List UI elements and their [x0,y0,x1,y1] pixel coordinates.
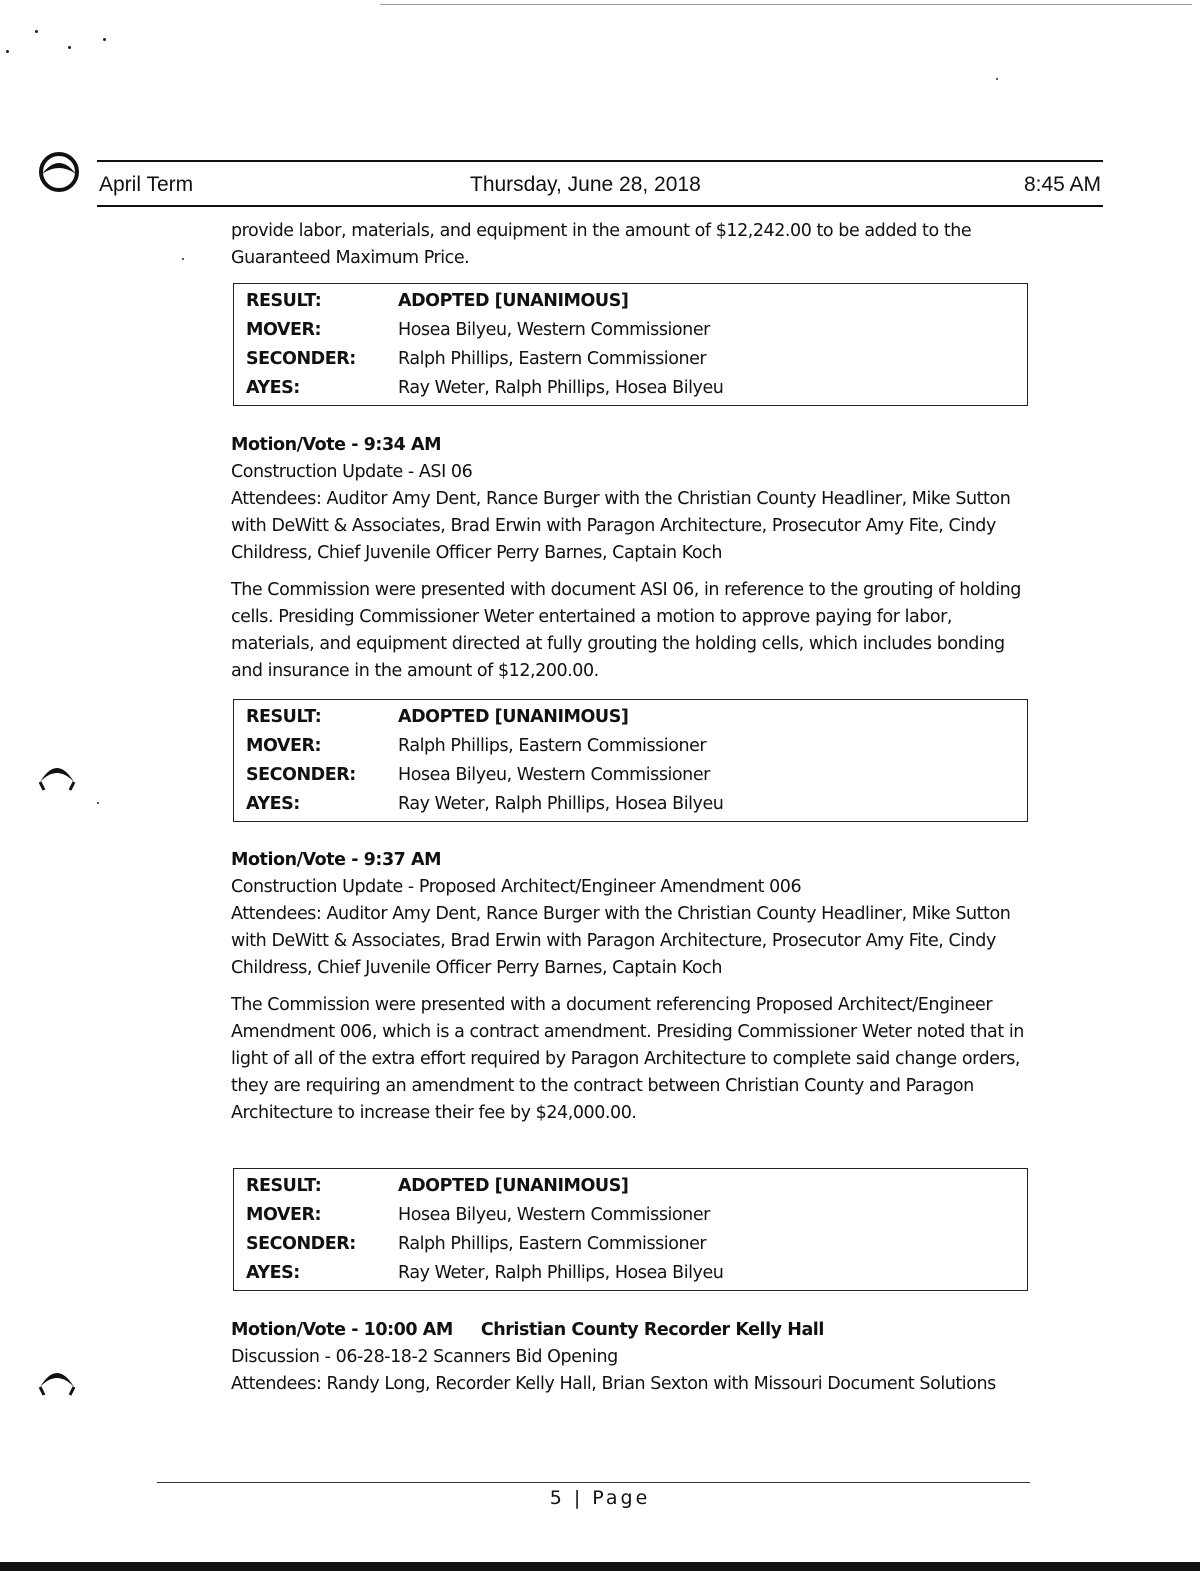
result-label: RESULT: [246,706,322,727]
motion-subject: Construction Update - Proposed Architect/Engineer Amendment 006 [231,877,802,897]
footer-rule [157,1482,1030,1483]
motion-title: Motion/Vote - 9:34 AM [231,435,442,455]
ayes-label: AYES: [246,377,300,398]
motion-title [231,1317,1031,1344]
header-bottom-rule [97,205,1103,207]
result-value: ADOPTED [UNANIMOUS] [398,290,629,311]
vote-result-table [233,283,1028,406]
ayes-row [234,789,1027,818]
motion-section [231,847,1031,1127]
motion-description: The Commission were presented with document ASI 06, in reference to the grouting of holding cells. Presiding Commissioner Weter entertained a motion to approve paying for labor, materials, and equipment directed at fully grouting the holding cells, which includes bonding and insurance in the amount of $12,200.00. [231,580,1021,681]
ayes-value: Ray Weter, Ralph Phillips, Hosea Bilyeu [398,793,724,814]
mover-value: Ralph Phillips, Eastern Commissioner [398,735,707,756]
mover-value: Hosea Bilyeu, Western Commissioner [398,319,710,340]
scan-speck [103,38,106,41]
result-label: RESULT: [246,1175,322,1196]
punch-hole-icon [35,1357,79,1401]
ayes-value: Ray Weter, Ralph Phillips, Hosea Bilyeu [398,1262,724,1283]
seconder-value: Hosea Bilyeu, Western Commissioner [398,764,710,785]
page-header [99,170,1101,200]
mover-label: MOVER: [246,319,322,340]
motion-subject: Construction Update - ASI 06 [231,462,473,482]
scan-speck [996,78,998,80]
motion-time: Motion/Vote - 10:00 AM [231,1320,453,1340]
result-value: ADOPTED [UNANIMOUS] [398,706,629,727]
mover-row [234,731,1027,760]
seconder-label: SECONDER: [246,764,356,785]
seconder-label: SECONDER: [246,348,356,369]
ayes-label: AYES: [246,1262,300,1283]
scan-speck [35,30,38,33]
scan-speck [6,50,9,53]
motion-section [231,1317,1031,1398]
motion-description: The Commission were presented with a document referencing Proposed Architect/Engineer Amendment 006, which is a contract amendment. Presiding Commissioner Weter noted that in light of all of the extra effort required by Paragon Architecture to complete said change orders, they are requiring an amendment to the contract between Christian County and Paragon Architecture to increase their fee by $24,000.00. [231,995,1024,1123]
result-row [234,702,1027,731]
motion-attendees: Attendees: Randy Long, Recorder Kelly Hall, Brian Sexton with Missouri Document Solutions [231,1374,996,1394]
result-value: ADOPTED [UNANIMOUS] [398,1175,629,1196]
mover-label: MOVER: [246,1204,322,1225]
motion-presenter: Christian County Recorder Kelly Hall [480,1320,824,1340]
motion-section [231,432,1031,685]
seconder-value: Ralph Phillips, Eastern Commissioner [398,1233,707,1254]
header-top-rule [97,160,1103,162]
seconder-row [234,344,1027,373]
scan-bottom-edge [0,1562,1200,1571]
page-number: 5 | Page [549,1487,651,1509]
punch-hole-icon [37,150,81,194]
intro-paragraph: provide labor, materials, and equipment in the amount of $12,242.00 to be added to the Guaranteed Maximum Price. [231,221,972,268]
ayes-label: AYES: [246,793,300,814]
term-label: April Term [99,173,194,196]
mover-row [234,315,1027,344]
vote-result-table [233,1168,1028,1291]
meeting-time: 8:45 AM [1023,173,1101,196]
result-row [234,1171,1027,1200]
motion-title: Motion/Vote - 9:37 AM [231,850,442,870]
ayes-row [234,1258,1027,1287]
seconder-row [234,760,1027,789]
ayes-value: Ray Weter, Ralph Phillips, Hosea Bilyeu [398,377,724,398]
mover-row [234,1200,1027,1229]
seconder-value: Ralph Phillips, Eastern Commissioner [398,348,707,369]
meeting-date: Thursday, June 28, 2018 [470,173,701,196]
scan-edge-line [380,4,1192,5]
scan-speck [182,258,184,260]
motion-subject: Discussion - 06-28-18-2 Scanners Bid Opening [231,1347,618,1367]
scan-speck [68,46,71,49]
mover-label: MOVER: [246,735,322,756]
motion-attendees: Attendees: Auditor Amy Dent, Rance Burger with the Christian County Headliner, Mike Sutton with DeWitt & Associates, Brad Erwin with Paragon Architecture, Prosecutor Amy Fite, Cindy Childress, Chief Juvenile Officer Perry Barnes, Captain Koch [231,489,1011,563]
result-row [234,286,1027,315]
motion-attendees: Attendees: Auditor Amy Dent, Rance Burger with the Christian County Headliner, Mike Sutton with DeWitt & Associates, Brad Erwin with Paragon Architecture, Prosecutor Amy Fite, Cindy Childress, Chief Juvenile Officer Perry Barnes, Captain Koch [231,904,1011,978]
seconder-label: SECONDER: [246,1233,356,1254]
result-label: RESULT: [246,290,322,311]
scan-speck [97,802,99,804]
vote-result-table [233,699,1028,822]
seconder-row [234,1229,1027,1258]
punch-hole-icon [35,752,79,796]
mover-value: Hosea Bilyeu, Western Commissioner [398,1204,710,1225]
ayes-row [234,373,1027,402]
